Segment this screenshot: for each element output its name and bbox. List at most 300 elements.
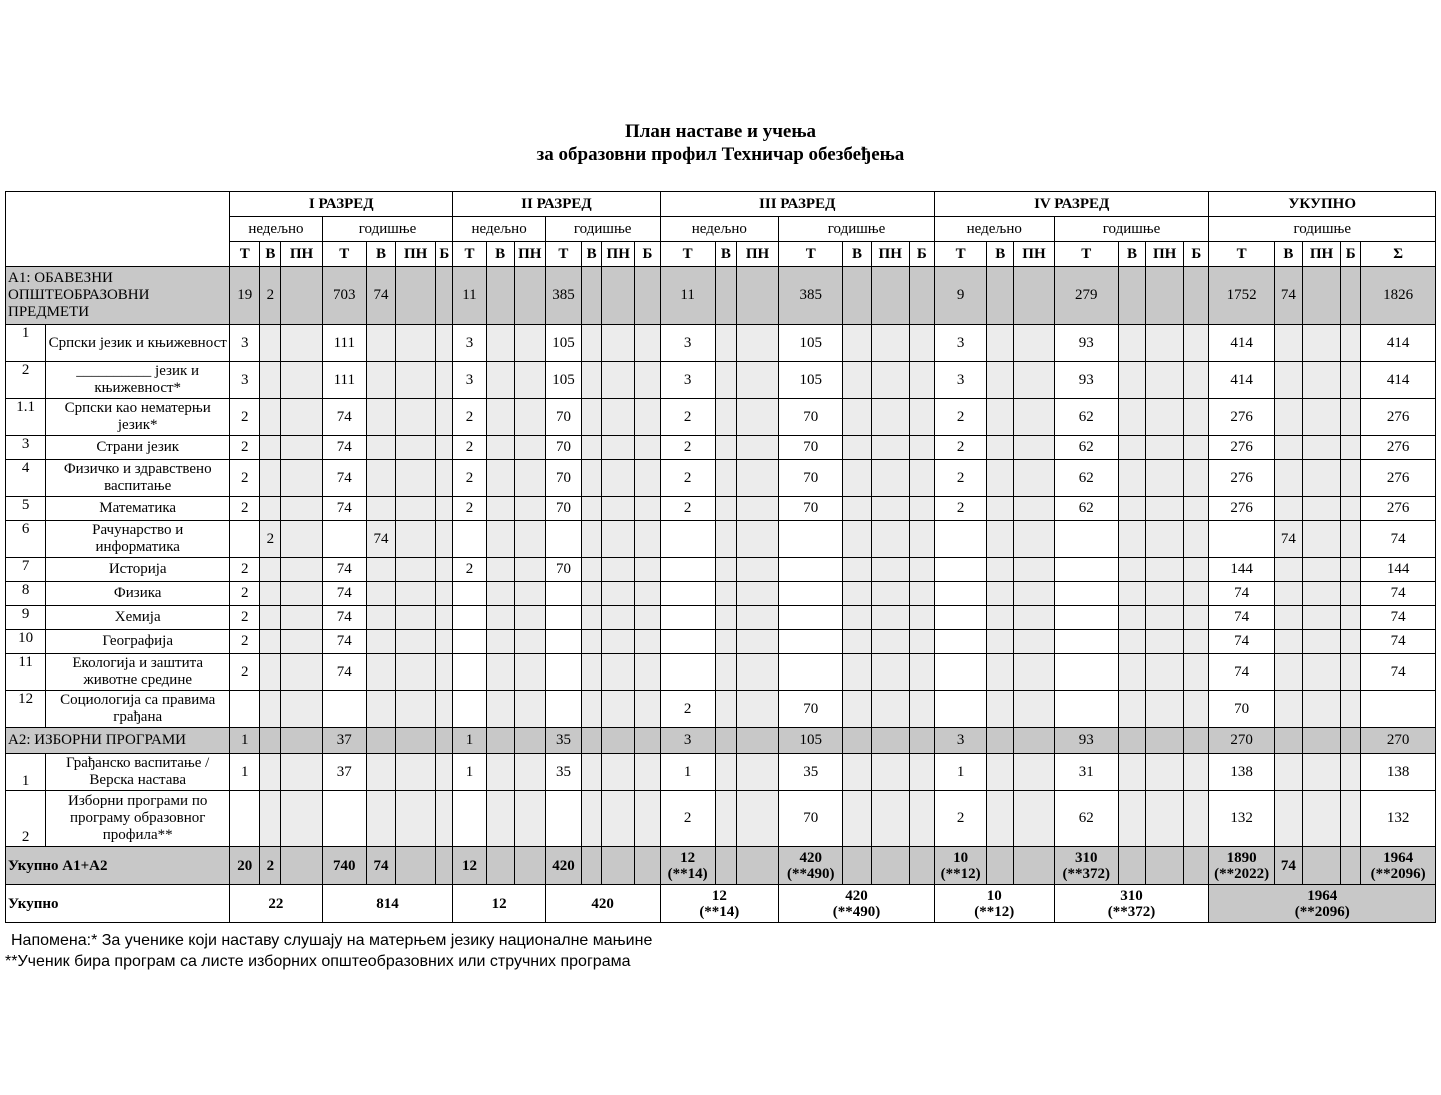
header-grade-1: I РАЗРЕД	[230, 192, 453, 217]
cell-value	[1341, 399, 1361, 436]
cell-value	[260, 460, 281, 497]
subject-name: Српски језик и књижевност	[46, 325, 230, 362]
cell-value	[436, 267, 453, 325]
cell-value	[436, 791, 453, 847]
cell-value	[909, 362, 934, 399]
cell-value	[582, 691, 602, 728]
cell-value	[736, 630, 778, 654]
cell-value	[486, 654, 514, 691]
header-weekly: недељно	[453, 217, 545, 242]
header-total: УКУПНО	[1209, 192, 1436, 217]
cell-value	[514, 606, 545, 630]
cell-value	[1302, 728, 1340, 754]
cell-value	[1118, 497, 1145, 521]
cell-value: 1826	[1361, 267, 1436, 325]
cell-value	[514, 497, 545, 521]
cell-value: 2	[660, 791, 715, 847]
header-col-pn: ПН	[396, 242, 436, 267]
cell-value: 2	[453, 399, 486, 436]
cell-value: 3	[453, 362, 486, 399]
cell-value	[366, 362, 395, 399]
cell-value	[635, 606, 660, 630]
cell-value: 3	[230, 325, 260, 362]
cell-value	[582, 791, 602, 847]
cell-value	[871, 436, 909, 460]
cell-value	[736, 582, 778, 606]
cell-value	[396, 460, 436, 497]
cell-value	[715, 521, 736, 558]
cell-value	[635, 497, 660, 521]
cell-value: 1	[660, 754, 715, 791]
cell-value	[1341, 436, 1361, 460]
cell-value	[1118, 606, 1145, 630]
cell-value	[635, 325, 660, 362]
cell-value	[635, 791, 660, 847]
cell-value: 2	[230, 497, 260, 521]
cell-value	[1014, 497, 1054, 521]
cell-value	[1014, 791, 1054, 847]
cell-value: 279	[1054, 267, 1118, 325]
cell-value	[1184, 558, 1209, 582]
header-col-t: Т	[1209, 242, 1274, 267]
cell-value	[281, 362, 322, 399]
cell-value	[909, 558, 934, 582]
cell-value: 1	[230, 728, 260, 754]
table-row	[6, 325, 1436, 362]
cell-value	[1302, 521, 1340, 558]
cell-value: 93	[1054, 728, 1118, 754]
footnote-1: Напомена:* За ученике који наставу слушају на матерњем језику националне мањине	[11, 932, 653, 949]
cell-value: 93	[1054, 362, 1118, 399]
cell-value: 2	[453, 436, 486, 460]
cell-value	[1146, 267, 1184, 325]
cell-value	[1341, 582, 1361, 606]
grand-total-row	[6, 885, 1436, 923]
cell-value	[1118, 654, 1145, 691]
cell-value	[453, 791, 486, 847]
cell-value	[635, 460, 660, 497]
cell-value	[871, 754, 909, 791]
cell-value	[366, 497, 395, 521]
cell-value	[909, 754, 934, 791]
cell-value	[545, 630, 581, 654]
cell-value	[453, 521, 486, 558]
cell-value	[1014, 728, 1054, 754]
cell-value	[987, 325, 1014, 362]
cell-value	[514, 325, 545, 362]
cell-value	[635, 362, 660, 399]
cell-value	[1146, 582, 1184, 606]
cell-value	[1302, 558, 1340, 582]
cell-value	[987, 754, 1014, 791]
cell-value: 74	[1209, 582, 1274, 606]
subject-name: Рачунарство и информатика	[46, 521, 230, 558]
cell-value	[514, 654, 545, 691]
cell-value: 414	[1361, 362, 1436, 399]
cell-value	[396, 362, 436, 399]
cell-value	[843, 754, 871, 791]
cell-value	[281, 497, 322, 521]
cell-value	[1274, 436, 1302, 460]
cell-value	[987, 267, 1014, 325]
cell-value	[436, 654, 453, 691]
cell-value: 74	[1361, 582, 1436, 606]
cell-value	[260, 325, 281, 362]
sum-cell	[1118, 847, 1145, 885]
cell-value: 276	[1361, 399, 1436, 436]
cell-value	[736, 654, 778, 691]
cell-value: 2	[660, 436, 715, 460]
sum-cell	[635, 847, 660, 885]
cell-value: 3	[934, 728, 986, 754]
cell-value	[486, 460, 514, 497]
header-col-t: Т	[545, 242, 581, 267]
cell-value	[486, 325, 514, 362]
header-col-pn: ПН	[871, 242, 909, 267]
cell-value	[1184, 791, 1209, 847]
cell-value	[1146, 606, 1184, 630]
cell-value	[1146, 558, 1184, 582]
cell-value	[843, 606, 871, 630]
cell-value	[514, 691, 545, 728]
cell-value	[909, 460, 934, 497]
cell-value	[1184, 497, 1209, 521]
footnote-2: **Ученик бира програм са листе изборних општеобразовних или стручних програма	[5, 953, 631, 970]
cell-value	[260, 362, 281, 399]
cell-value	[436, 582, 453, 606]
table-row	[6, 606, 1436, 630]
cell-value	[366, 630, 395, 654]
cell-value	[436, 460, 453, 497]
header-col-v: В	[366, 242, 395, 267]
cell-value: 62	[1054, 497, 1118, 521]
row-index: 4	[6, 460, 46, 497]
cell-value	[1302, 460, 1340, 497]
sum-cell: 310 (**372)	[1054, 847, 1118, 885]
cell-value	[514, 436, 545, 460]
cell-value: 276	[1361, 460, 1436, 497]
cell-value: 19	[230, 267, 260, 325]
cell-value	[366, 754, 395, 791]
cell-value	[582, 630, 602, 654]
cell-value	[1146, 728, 1184, 754]
cell-value	[582, 654, 602, 691]
cell-value	[366, 791, 395, 847]
cell-value	[602, 791, 635, 847]
cell-value	[1341, 325, 1361, 362]
cell-value	[396, 521, 436, 558]
section-row	[6, 267, 1436, 325]
subject-name: Социологија са правима грађана	[46, 691, 230, 728]
cell-value	[1274, 654, 1302, 691]
grade-4-yearly-total: 310 (**372)	[1054, 885, 1209, 923]
cell-value	[582, 558, 602, 582]
sum-cell: 10 (**12)	[934, 847, 986, 885]
cell-value	[843, 791, 871, 847]
header-col-pn: ПН	[736, 242, 778, 267]
cell-value: 3	[934, 325, 986, 362]
cell-value	[1341, 691, 1361, 728]
cell-value: 2	[453, 497, 486, 521]
sum-cell	[281, 847, 322, 885]
cell-value	[660, 654, 715, 691]
cell-value	[582, 460, 602, 497]
cell-value	[486, 691, 514, 728]
header-col-v: В	[1274, 242, 1302, 267]
cell-value	[1118, 691, 1145, 728]
cell-value	[1274, 691, 1302, 728]
cell-value	[602, 558, 635, 582]
cell-value	[1274, 582, 1302, 606]
sum-cell	[843, 847, 871, 885]
cell-value	[1014, 325, 1054, 362]
cell-value: 144	[1361, 558, 1436, 582]
table-row	[6, 399, 1436, 436]
subject-name: Екологија и заштита животне средине	[46, 654, 230, 691]
cell-value	[260, 436, 281, 460]
cell-value	[281, 325, 322, 362]
row-index: 1.1	[6, 399, 46, 436]
cell-value	[1184, 754, 1209, 791]
cell-value	[934, 606, 986, 630]
header-grade-2: II РАЗРЕД	[453, 192, 660, 217]
cell-value: 74	[1209, 630, 1274, 654]
cell-value	[715, 267, 736, 325]
cell-value: 70	[545, 497, 581, 521]
cell-value	[281, 728, 322, 754]
cell-value	[715, 630, 736, 654]
cell-value	[871, 691, 909, 728]
cell-value	[514, 460, 545, 497]
header-col-b: Б	[1184, 242, 1209, 267]
cell-value	[545, 606, 581, 630]
header-col-t: Т	[660, 242, 715, 267]
cell-value	[486, 558, 514, 582]
cell-value	[1341, 521, 1361, 558]
cell-value	[1184, 399, 1209, 436]
cell-value	[779, 521, 843, 558]
subject-name: Историја	[46, 558, 230, 582]
cell-value: 9	[934, 267, 986, 325]
header-yearly: годишње	[1054, 217, 1209, 242]
cell-value	[871, 791, 909, 847]
cell-value	[1302, 754, 1340, 791]
cell-value: 414	[1209, 325, 1274, 362]
cell-value	[909, 521, 934, 558]
cell-value	[582, 728, 602, 754]
cell-value	[582, 521, 602, 558]
cell-value	[660, 606, 715, 630]
sum-cell	[436, 847, 453, 885]
cell-value	[453, 630, 486, 654]
sum-cell: 740	[322, 847, 366, 885]
cell-value	[582, 436, 602, 460]
cell-value	[1118, 267, 1145, 325]
subject-name: Страни језик	[46, 436, 230, 460]
sum-label: Укупно А1+А2	[6, 847, 230, 885]
cell-value: 2	[230, 558, 260, 582]
cell-value	[1341, 654, 1361, 691]
cell-value: 3	[660, 362, 715, 399]
cell-value	[281, 460, 322, 497]
cell-value	[715, 558, 736, 582]
cell-value	[1302, 606, 1340, 630]
row-index: 7	[6, 558, 46, 582]
cell-value	[1014, 362, 1054, 399]
sum-cell: 2	[260, 847, 281, 885]
cell-value	[715, 325, 736, 362]
cell-value	[514, 630, 545, 654]
header-col-v: В	[843, 242, 871, 267]
cell-value	[1341, 630, 1361, 654]
cell-value	[736, 399, 778, 436]
header-weekly: недељно	[230, 217, 322, 242]
cell-value	[436, 362, 453, 399]
cell-value	[1014, 630, 1054, 654]
section-label: А1: ОБАВЕЗНИ ОПШТЕОБРАЗОВНИ ПРЕДМЕТИ	[6, 267, 230, 325]
subject-name: Српски као нематерњи језик*	[46, 399, 230, 436]
cell-value	[1014, 436, 1054, 460]
cell-value	[396, 691, 436, 728]
header-col-t: Т	[322, 242, 366, 267]
header-corner	[6, 192, 230, 267]
cell-value	[1054, 691, 1118, 728]
cell-value	[582, 362, 602, 399]
cell-value	[736, 558, 778, 582]
cell-value	[322, 521, 366, 558]
cell-value	[715, 728, 736, 754]
subject-name: Грађанско васпитање / Верска настава	[46, 754, 230, 791]
cell-value	[843, 630, 871, 654]
cell-value	[1274, 497, 1302, 521]
cell-value: 74	[366, 267, 395, 325]
header-yearly: годишње	[779, 217, 935, 242]
cell-value: 70	[545, 558, 581, 582]
cell-value	[1118, 582, 1145, 606]
cell-value: 2	[230, 654, 260, 691]
cell-value	[909, 728, 934, 754]
cell-value: 276	[1361, 436, 1436, 460]
table-row	[6, 436, 1436, 460]
cell-value	[871, 630, 909, 654]
cell-value	[934, 630, 986, 654]
cell-value: 74	[322, 399, 366, 436]
cell-value	[1209, 521, 1274, 558]
cell-value: 2	[230, 582, 260, 606]
subject-name: Хемија	[46, 606, 230, 630]
cell-value: 11	[660, 267, 715, 325]
cell-value	[909, 399, 934, 436]
cell-value	[486, 606, 514, 630]
cell-value	[281, 791, 322, 847]
sum-cell: 420 (**490)	[779, 847, 843, 885]
cell-value: 2	[934, 791, 986, 847]
cell-value	[987, 436, 1014, 460]
sum-cell	[871, 847, 909, 885]
cell-value	[1014, 606, 1054, 630]
cell-value	[987, 460, 1014, 497]
cell-value	[1184, 654, 1209, 691]
cell-value: 414	[1209, 362, 1274, 399]
cell-value: 1	[934, 754, 986, 791]
cell-value: 105	[779, 362, 843, 399]
cell-value: 3	[230, 362, 260, 399]
cell-value	[1054, 521, 1118, 558]
cell-value	[602, 630, 635, 654]
cell-value	[1118, 436, 1145, 460]
cell-value: 35	[545, 728, 581, 754]
cell-value: 270	[1361, 728, 1436, 754]
cell-value: 105	[779, 325, 843, 362]
cell-value	[635, 558, 660, 582]
cell-value	[871, 558, 909, 582]
table-row	[6, 582, 1436, 606]
cell-value	[987, 654, 1014, 691]
cell-value	[486, 754, 514, 791]
row-index: 2	[6, 791, 46, 847]
row-index: 10	[6, 630, 46, 654]
cell-value: 74	[322, 606, 366, 630]
cell-value	[1014, 521, 1054, 558]
cell-value	[1302, 267, 1340, 325]
cell-value: 74	[322, 630, 366, 654]
cell-value: 2	[660, 497, 715, 521]
cell-value	[436, 728, 453, 754]
header-col-v: В	[260, 242, 281, 267]
cell-value	[514, 728, 545, 754]
cell-value	[635, 582, 660, 606]
cell-value	[1302, 582, 1340, 606]
subject-name: Географија	[46, 630, 230, 654]
cell-value: 385	[779, 267, 843, 325]
header-col-pn: ПН	[1014, 242, 1054, 267]
cell-value: 132	[1209, 791, 1274, 847]
cell-value	[1118, 325, 1145, 362]
cell-value: 70	[779, 436, 843, 460]
cell-value: 74	[322, 436, 366, 460]
cell-value	[909, 630, 934, 654]
header-yearly: годишње	[545, 217, 660, 242]
cell-value: 74	[1209, 606, 1274, 630]
header-col-pn: ПН	[514, 242, 545, 267]
cell-value	[1118, 558, 1145, 582]
header-col-v: В	[1118, 242, 1145, 267]
cell-value	[1302, 362, 1340, 399]
cell-value	[1302, 325, 1340, 362]
cell-value: 1752	[1209, 267, 1274, 325]
cell-value	[582, 582, 602, 606]
header-yearly: годишње	[1209, 217, 1436, 242]
cell-value	[635, 728, 660, 754]
sum-cell	[987, 847, 1014, 885]
cell-value	[1118, 521, 1145, 558]
cell-value	[396, 754, 436, 791]
cell-value	[660, 630, 715, 654]
sum-cell	[1014, 847, 1054, 885]
cell-value: 3	[934, 362, 986, 399]
cell-value	[486, 582, 514, 606]
cell-value	[909, 654, 934, 691]
cell-value	[260, 728, 281, 754]
cell-value: 74	[1274, 267, 1302, 325]
row-index: 3	[6, 436, 46, 460]
cell-value	[1184, 362, 1209, 399]
cell-value: 2	[660, 460, 715, 497]
cell-value	[396, 606, 436, 630]
cell-value	[1184, 728, 1209, 754]
header-col-pn: ПН	[1146, 242, 1184, 267]
cell-value	[545, 582, 581, 606]
